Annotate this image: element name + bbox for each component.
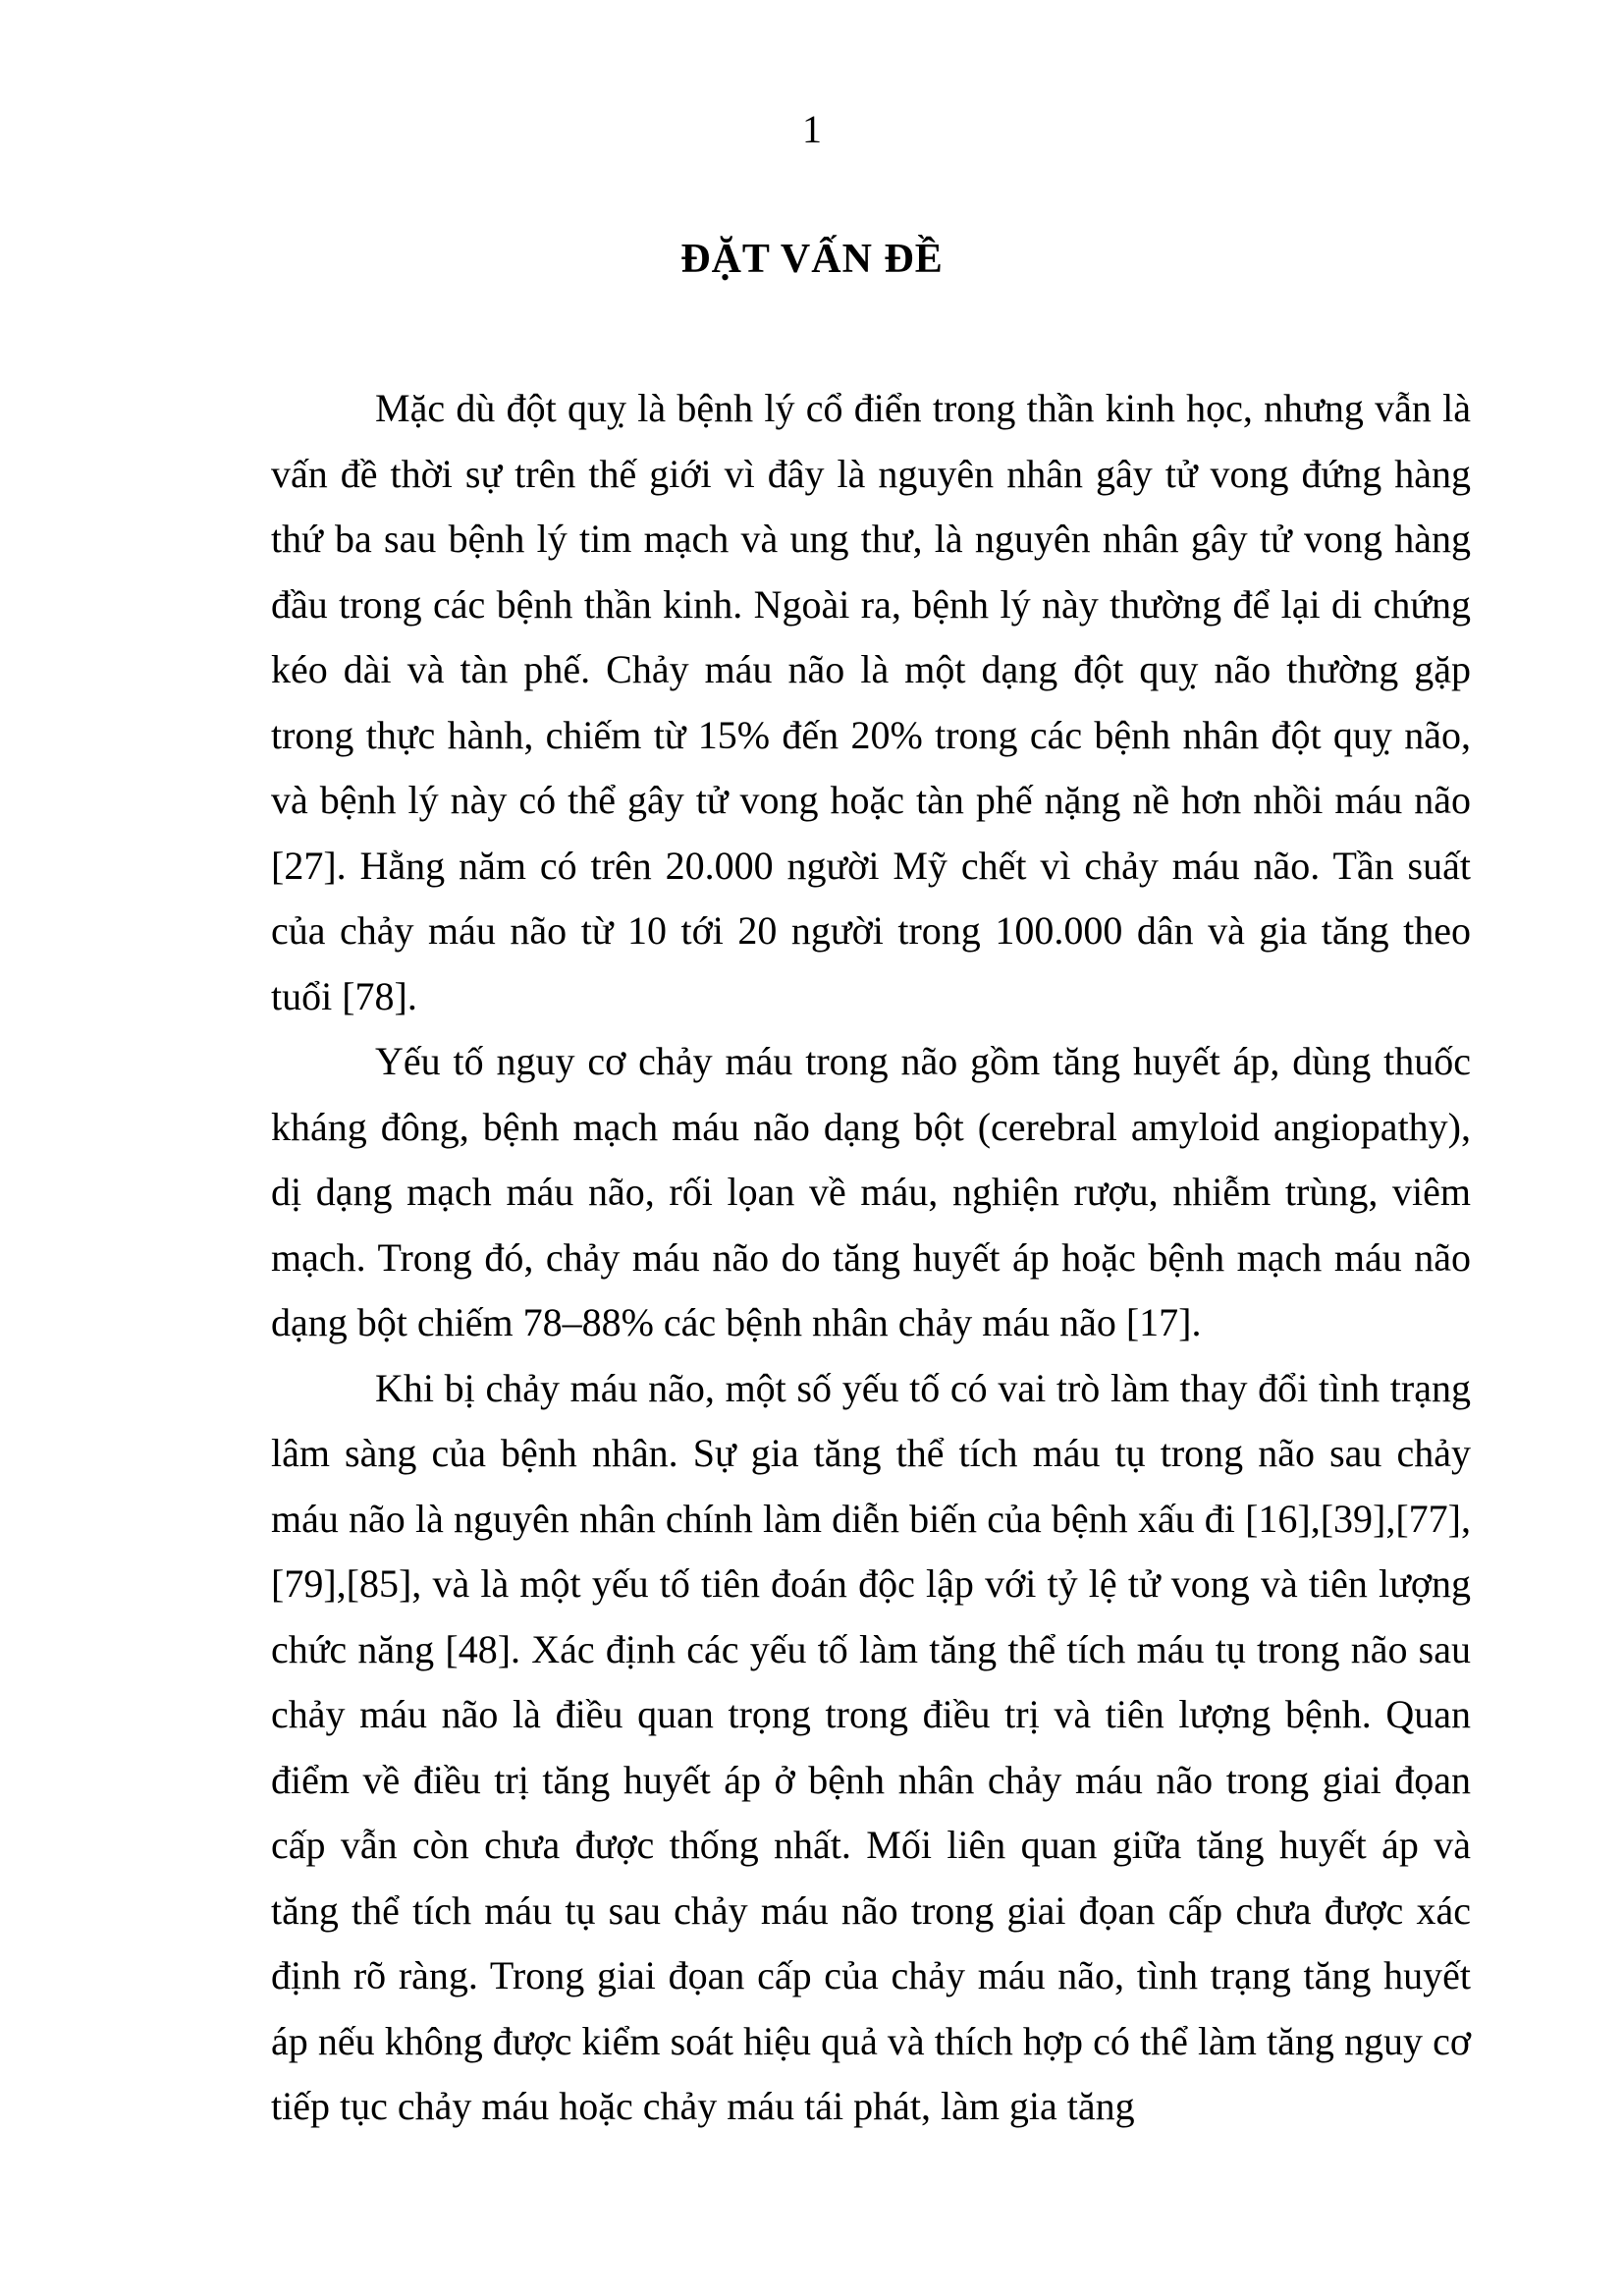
paragraph: Yếu tố nguy cơ chảy máu trong não gồm tăng huyết áp, dùng thuốc kháng đông, bệnh mạch máu não dạng bột (cerebral amyloid angiopathy), dị dạng mạch máu não, rối lọan về máu, nghiện rượu, nhiễm trùng, viêm mạch. Trong đó, chảy máu não do tăng huyết áp hoặc bệnh mạch máu não dạng bột chiếm 78–88% các bệnh nhân chảy máu não [17]. [271,1039,1471,1344]
paragraph: Khi bị chảy máu não, một số yếu tố có vai trò làm thay đổi tình trạng lâm sàng của bệnh nhân. Sự gia tăng thể tích máu tụ trong não sau chảy máu não là nguyên nhân chính làm diễn biến của bệnh xấu đi [16],[39],[77],[79],[85], và là một yếu tố tiên đoán độc lập với tỷ lệ tử vong và tiên lượng chức năng [48]. Xác định các yếu tố làm tăng thể tích máu tụ trong não sau chảy máu não là điều quan trọng trong điều trị và tiên lượng bệnh. Quan điểm về điều trị tăng huyết áp ở bệnh nhân chảy máu não trong giai đọan cấp vẫn còn chưa được thống nhất. Mối liên quan giữa tăng huyết áp và tăng thể tích máu tụ sau chảy máu não trong giai đọan cấp chưa được xác định rõ ràng. Trong giai đọan cấp của chảy máu não, tình trạng tăng huyết áp nếu không được kiểm soát hiệu quả và thích hợp có thể làm tăng nguy cơ tiếp tục chảy máu hoặc chảy máu tái phát, làm gia tăng [271,1365,1471,2128]
page-title: ĐẶT VẤN ĐỀ [680,237,944,282]
paragraph: Mặc dù đột quỵ là bệnh lý cổ điển trong thần kinh học, nhưng vẫn là vấn đề thời sự trên thế giới vì đây là nguyên nhân gây tử vong đứng hàng thứ ba sau bệnh lý tim mạch và ung thư, là nguyên nhân gây tử vong hàng đầu trong các bệnh thần kinh. Ngoài ra, bệnh lý này thường để lại di chứng kéo dài và tàn phế. Chảy máu não là một dạng đột quỵ não thường gặp trong thực hành, chiếm từ 15% đến 20% trong các bệnh nhân đột quỵ não, và bệnh lý này có thể gây tử vong hoặc tàn phế nặng nề hơn nhồi máu não [27]. Hằng năm có trên 20.000 người Mỹ chết vì chảy máu não. Tần suất của chảy máu não từ 10 tới 20 người trong 100.000 dân và gia tăng theo tuổi [78]. [271,386,1471,1018]
body-text [271,376,1471,2140]
page-number: 1 [802,107,822,151]
